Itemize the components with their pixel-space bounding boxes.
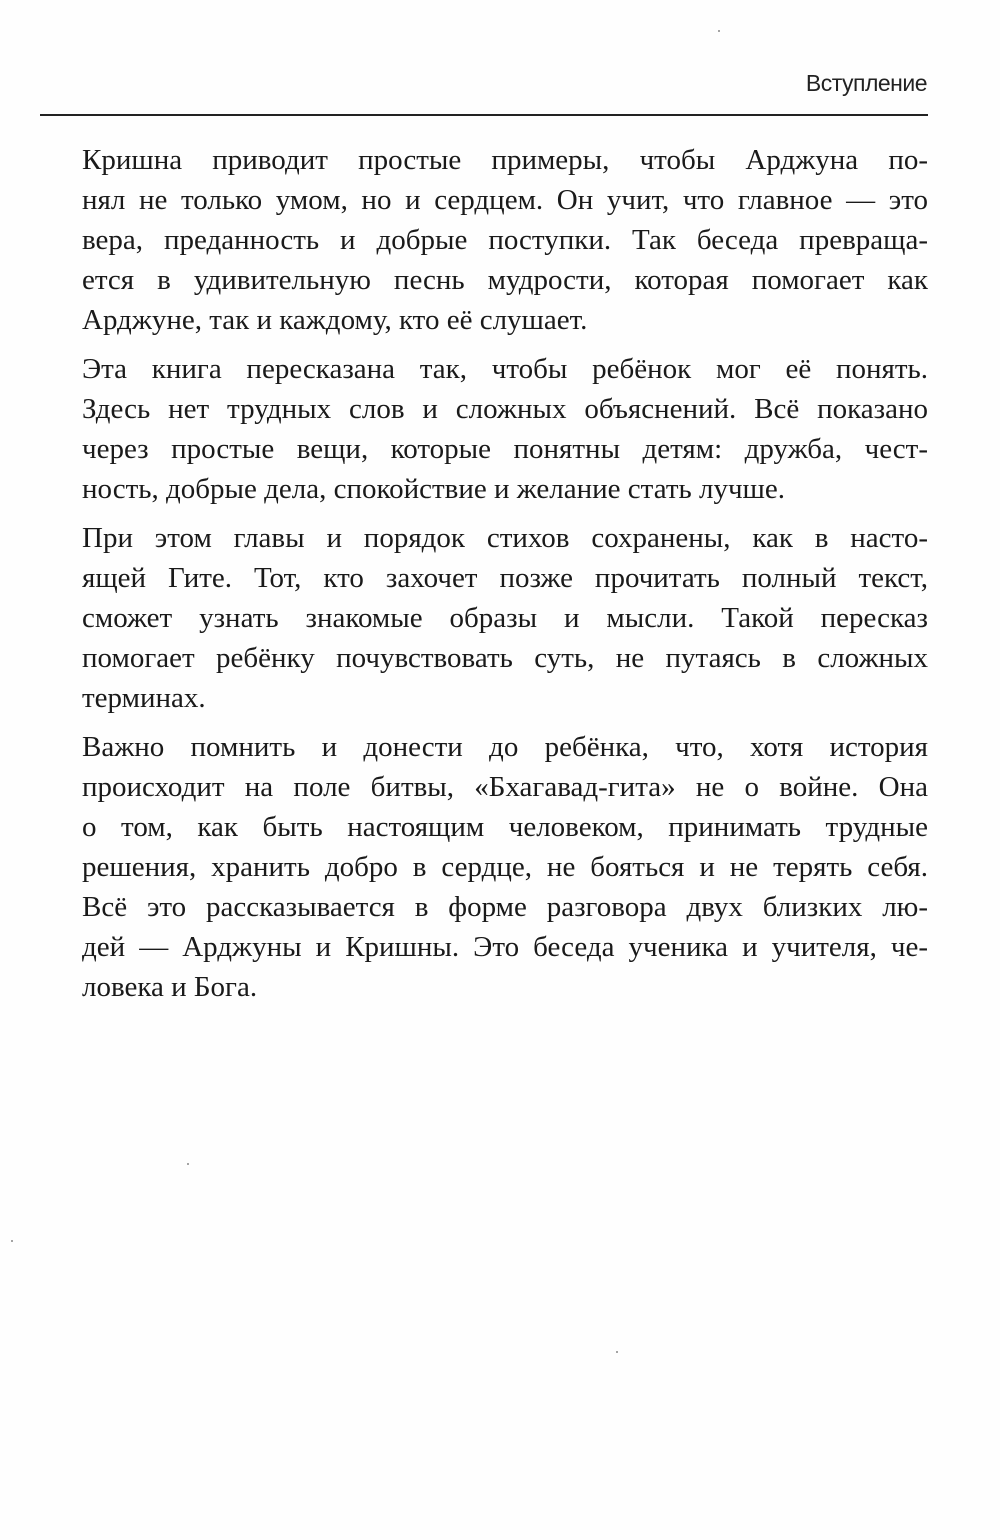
running-header: Вступление [805,70,927,96]
text-line: решения, хранить добро в сердце, не бояться и не терять себя. [82,851,928,883]
paragraph [42,727,928,1007]
text-line: о том, как быть настоящим человеком, принимать трудные [82,811,928,843]
text-line: Важно помнить и донести до ребёнка, что, хотя история [82,731,928,763]
text-line: Арджуне, так и каждому, кто её слушает. [82,304,588,336]
text-line: ящей Гите. Тот, кто захочет позже прочитать полный текст, [82,562,928,594]
text-line: ловека и Бога. [82,971,258,1003]
paragraph [42,349,928,509]
scan-speck [616,1351,618,1353]
text-line: вера, преданность и добрые поступки. Так беседа превраща- [82,224,928,256]
paragraph [42,518,928,718]
text-line: помогает ребёнку почувствовать суть, не путаясь в сложных [82,642,928,674]
header-rule [40,114,928,116]
text-line: терминах. [82,682,206,714]
scan-speck [11,1240,13,1242]
text-line: происходит на поле битвы, «Бхагавад-гита» не о войне. Она [82,771,928,803]
text-line: через простые вещи, которые понятны детям: дружба, чест- [82,433,928,465]
text-line: дей — Арджуны и Кришны. Это беседа ученика и учителя, че- [82,931,928,963]
body-text [42,140,928,1007]
text-line: сможет узнать знакомые образы и мысли. Такой пересказ [82,602,928,634]
text-line: ется в удивительную песнь мудрости, которая помогает как [82,264,928,296]
text-line: Эта книга пересказана так, чтобы ребёнок мог её понять. [82,353,928,385]
text-line: Кришна приводит простые примеры, чтобы Арджуна по- [82,144,928,176]
text-line: Здесь нет трудных слов и сложных объяснений. Всё показано [82,393,928,425]
text-line: При этом главы и порядок стихов сохранены, как в насто- [82,522,928,554]
paragraph [42,140,928,340]
text-line: нял не только умом, но и сердцем. Он учит, что главное — это [82,184,928,216]
scan-speck [718,30,720,32]
text-line: Всё это рассказывается в форме разговора двух близких лю- [82,891,928,923]
scan-speck [187,1163,189,1165]
text-line: ность, добрые дела, спокойствие и желание стать лучше. [82,473,785,505]
